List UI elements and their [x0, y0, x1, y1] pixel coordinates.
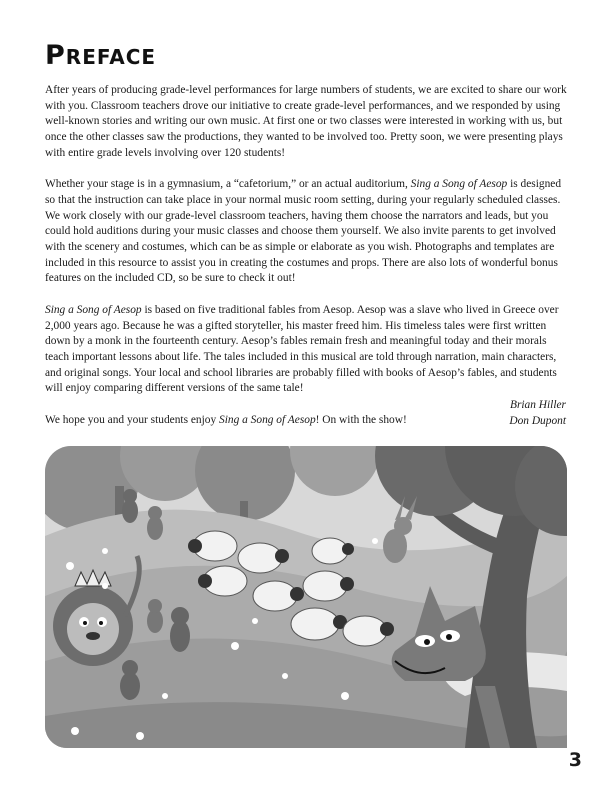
fable-scene [45, 446, 567, 748]
paragraph-3-text: is based on five traditional fables from Aesop. Aesop was a slave who lived in Greece over 2,000 years ago. Because he was a gifted storyteller, his master freed him. His timeless tales were first written down by a monk in the fourteenth century. Aesop’s fables remain fresh and meaningful today and their morals teach important lessons about life. The tales included in this musical are told through narration, main characters, and original songs. Your local and school libraries are probably filled with books of Aesop’s fables, and students will enjoy comparing different versions of the same tale! [45, 303, 559, 395]
page-title [45, 40, 156, 71]
fable-illustration [45, 446, 567, 748]
page-title-rest: REFACE [65, 45, 157, 69]
paragraph-4 [45, 413, 568, 429]
book-title: Sing a Song of Aesop [410, 178, 508, 191]
signature-brian-hiller: Brian Hiller [509, 399, 566, 411]
paragraph-3 [45, 303, 568, 397]
signature-don-dupont: Don Dupont [509, 414, 566, 427]
paragraph-2-text-a: Whether your stage is in a gymnasium, a “cafetorium,” or an actual auditorium, [45, 178, 411, 191]
paragraph-4-text-b: ! On with the show! [315, 413, 407, 426]
page-number: 3 [568, 749, 582, 771]
signatures [509, 398, 566, 429]
paragraph-2-text-b: is designed so that the instruction can take place in your normal music room setting, during your regularly scheduled classes. We work closely with our grade-level classroom teachers, having them choose the narrators and leads, but you could hold auditions during your music classes and choose them yourself. We also invite parents to get involved with the scenery and costumes, which can be as simple or elaborate as you wish. Photographs and templates are included in this resource to assist you in creating the costumes and props. There are also lots of wonderful bonus features on the included CD, so be sure to check it out! [45, 178, 562, 285]
page-title-initial: P [45, 40, 66, 71]
paragraph-4-text-a: We hope you and your students enjoy [45, 413, 220, 426]
body-text [45, 83, 568, 444]
paragraph-2 [45, 177, 568, 287]
paragraph-1: After years of producing grade-level performances for large numbers of students, we are excited to share our work with you. Classroom teachers drove our initiative to create grade-level performances, and we responded by using well-known stories and writing our own music. At first one or two classes were interested in working with us, but once the other classes saw the productions, they wanted to be involved too. Pretty soon, we were presenting plays with entire grade levels involving over 120 students! [45, 84, 567, 159]
book-title: Sing a Song of Aesop [219, 413, 316, 426]
book-title: Sing a Song of Aesop [45, 303, 142, 316]
